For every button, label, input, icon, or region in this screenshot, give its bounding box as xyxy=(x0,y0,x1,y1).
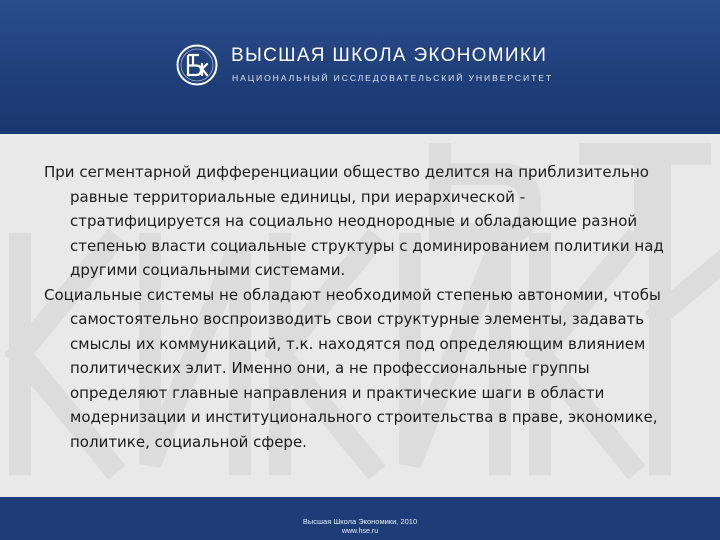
paragraph-segmentary-hierarchical xyxy=(44,160,674,283)
term-hierarchical: иерархической xyxy=(394,187,515,206)
slide-body xyxy=(44,160,674,454)
term-segmentary: сегментарной xyxy=(79,163,192,181)
paragraph-social-systems: Социальные системы не обладают необходимой степенью автономии, чтобы самостоятельно воспроизводить свои структурные элементы, задавать смыслы их коммуникаций, т.к. находятся под определяющим влиянием политических элит. Именно они, а не профессиональные группы определяют главные направления и практические шаги в области модернизации и институционального строительства в праве, экономике, политике, социальной сфере. xyxy=(44,285,661,451)
university-subtitle: НАЦИОНАЛЬНЫЙ ИССЛЕДОВАТЕЛЬСКИЙ УНИВЕРСИТЕТ xyxy=(232,73,554,83)
university-title: ВЫСШАЯ ШКОЛА ЭКОНОМИКИ xyxy=(231,45,548,66)
footer-website-link[interactable]: www.hse.ru xyxy=(341,528,379,535)
header-divider xyxy=(0,131,720,134)
paragraph1-suffix: - стратифицируется на социально неоднородные и обладающие разной степенью власти социальные структуры с доминированием политики над другими социальными системами. xyxy=(70,187,664,279)
footer-copyright: Высшая Школа Экономики, 2010 xyxy=(302,517,418,526)
paragraph1-prefix: При xyxy=(44,163,80,181)
paragraph1-middle: дифференциации общество делится на приблизительно равные территориальные единицы, при xyxy=(70,163,649,206)
hse-logo-icon xyxy=(176,44,218,86)
